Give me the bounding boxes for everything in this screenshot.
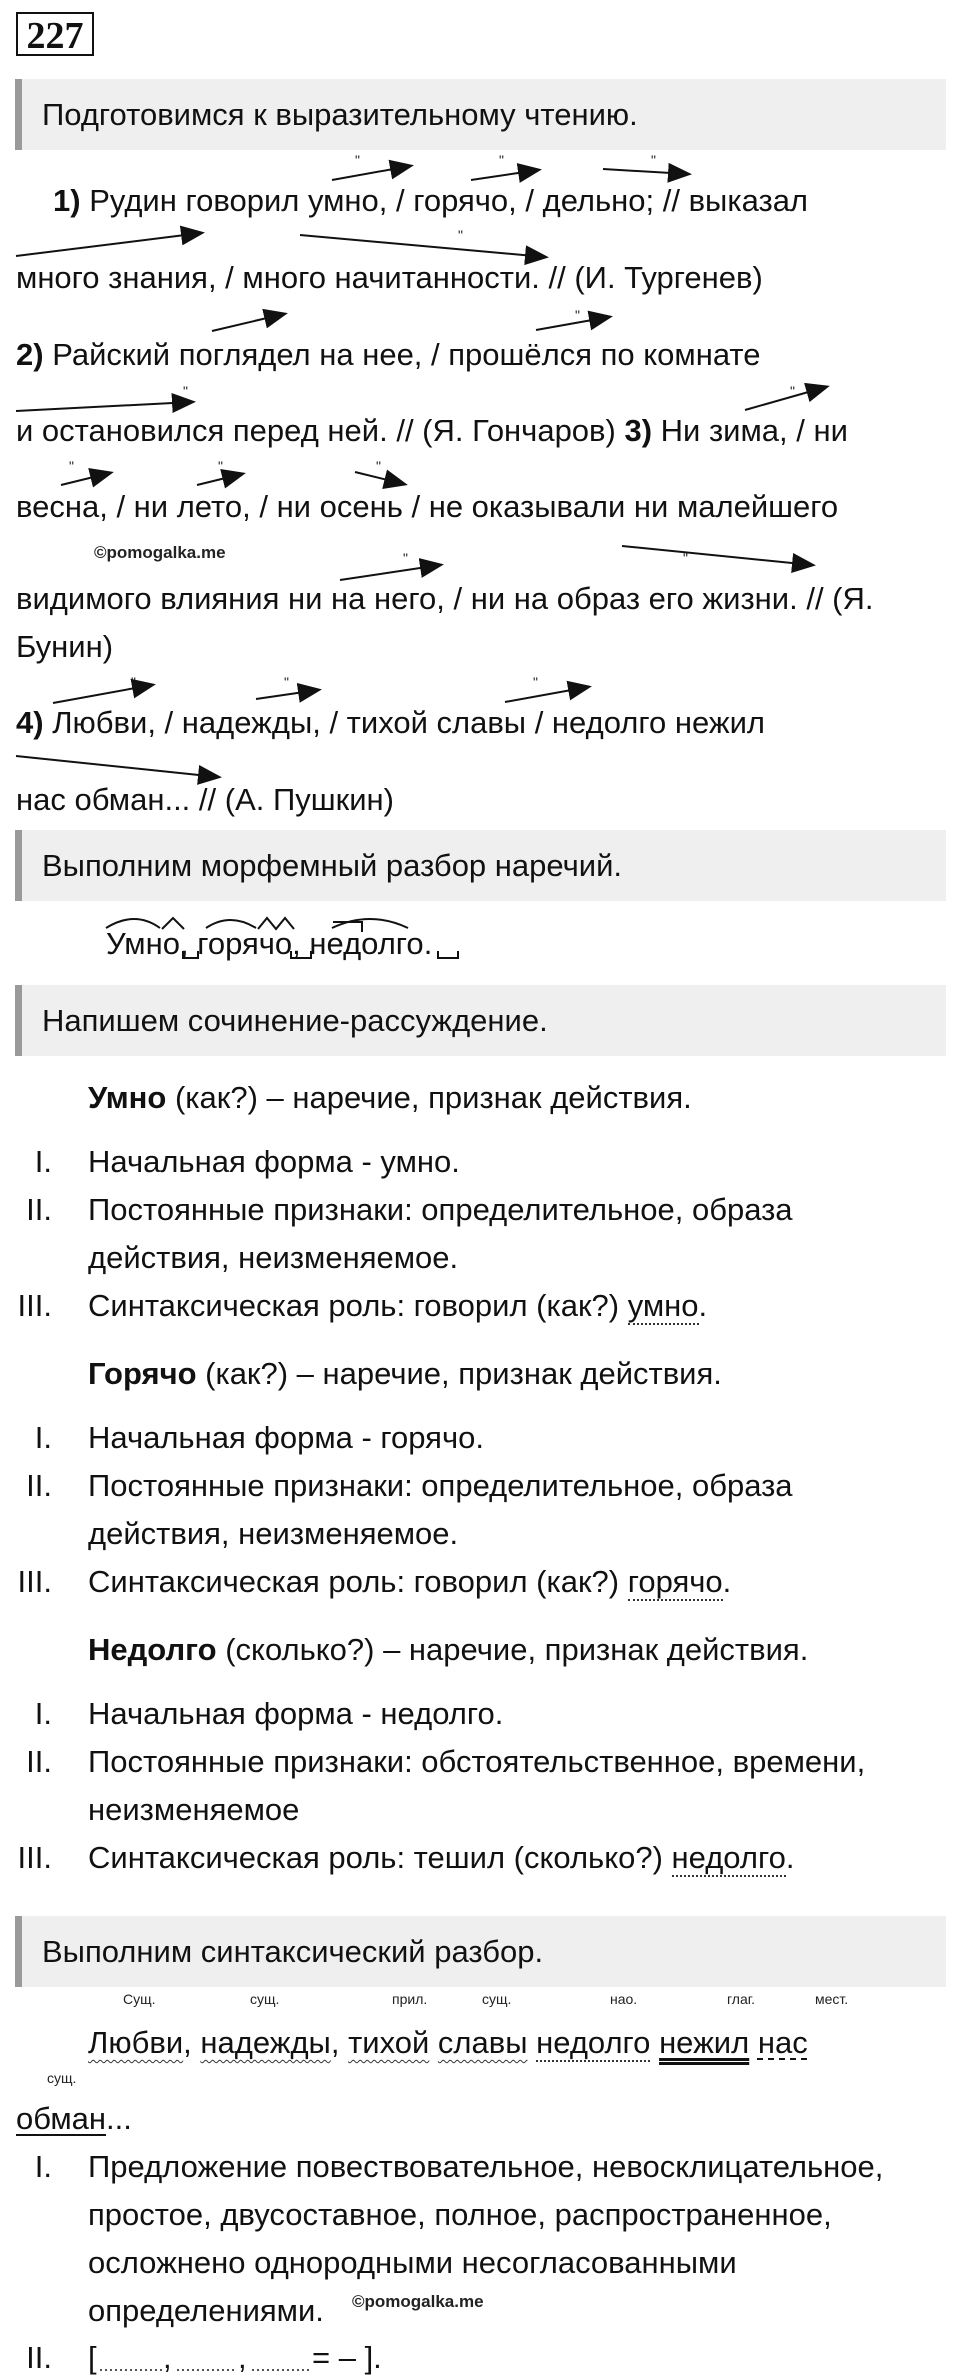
sentence-scheme-comma: ,: [163, 2340, 172, 2375]
reading-text: Ни зима, / ни: [652, 413, 848, 448]
pos-label: прил.: [392, 1991, 428, 2007]
reading-line-9: нас обман... // (А. Пушкин): [16, 782, 394, 817]
arrow: [332, 166, 410, 180]
list-text: .: [698, 1288, 708, 1323]
stress-mark: ": [790, 383, 795, 399]
list-item: Начальная форма - умно.: [88, 1144, 460, 1179]
roman-numeral: III.: [17, 1564, 52, 1599]
separator: ,: [179, 926, 198, 961]
arrow: [622, 546, 812, 565]
stress-mark: ": [575, 307, 580, 323]
definition-word: тихой: [348, 2025, 430, 2060]
stress-mark: ": [69, 458, 74, 474]
essay-heading-umno: [88, 1078, 692, 1118]
separator: [650, 2025, 659, 2060]
reading-line-2: много знания, / много начитанности. // (И. Тургенев): [16, 260, 763, 295]
list-text: Синтаксическая роль: говорил (как?): [88, 1564, 628, 1599]
roman-numeral: I.: [34, 1696, 52, 1731]
arrow: [197, 474, 242, 485]
stress-mark: ": [651, 152, 656, 168]
roman-numeral: II.: [26, 2340, 52, 2375]
stress-mark: ": [183, 383, 188, 399]
definition-word: надежды: [200, 2025, 331, 2060]
list-item: Начальная форма - горячо.: [88, 1420, 484, 1455]
reading-line-7: Бунин): [16, 629, 114, 664]
section-header-morpheme: Выполним морфемный разбор наречий.: [15, 830, 946, 901]
morpheme-word: недолго: [309, 926, 424, 961]
pos-label: мест.: [815, 1991, 849, 2007]
stress-mark: ": [355, 152, 360, 168]
adverb-word: Умно: [88, 1080, 167, 1115]
arrow: [16, 402, 192, 411]
list-text: Синтаксическая роль: тешил (сколько?): [88, 1840, 672, 1875]
roman-numeral: I.: [34, 1144, 52, 1179]
circumstance-word: недолго: [536, 2025, 651, 2060]
stress-mark: ": [218, 458, 223, 474]
roman-numeral: II.: [26, 1744, 52, 1779]
list-text: .: [785, 1840, 795, 1875]
arrow: [61, 473, 110, 485]
adverb-circumstance: умно: [627, 1288, 699, 1323]
morpheme-words: [106, 924, 432, 964]
list-item: [88, 1838, 794, 1878]
watermark: ©pomogalka.me: [94, 543, 226, 562]
roman-numeral: II.: [26, 1192, 52, 1227]
syntax-description: Предложение повествовательное, невосклицательное,: [88, 2149, 884, 2184]
sentence-scheme-end: = – ].: [312, 2340, 382, 2375]
roman-numeral: I.: [34, 2149, 52, 2184]
task-number: 227: [16, 12, 94, 56]
definition-word: Любви: [88, 2025, 184, 2060]
list-item: Начальная форма - недолго.: [88, 1696, 504, 1731]
reading-text: Райский поглядел на нее, / прошёлся по комнате: [43, 337, 761, 372]
arrow: [536, 317, 609, 330]
pos-label: нао.: [610, 1991, 638, 2007]
roman-numeral: I.: [34, 1420, 52, 1455]
ending-box: [438, 951, 458, 958]
list-item-continued: неизменяемое: [88, 1792, 300, 1827]
arrow: [212, 314, 284, 331]
pos-label: сущ.: [250, 1991, 280, 2007]
separator: ,: [330, 2025, 349, 2060]
heading-text: (как?) – наречие, признак действия.: [196, 1356, 722, 1391]
adverb-word: Недолго: [88, 1632, 217, 1667]
sentence-number: 2): [16, 337, 44, 372]
stress-mark: ": [683, 550, 688, 566]
stress-mark: ": [376, 458, 381, 474]
morpheme-word: Умно: [106, 926, 180, 961]
list-text: .: [722, 1564, 732, 1599]
list-item: Постоянные признаки: определительное, образа: [88, 1192, 793, 1227]
separator: ,: [183, 2025, 201, 2060]
watermark: ©pomogalka.me: [352, 2292, 484, 2311]
separator: .: [423, 926, 433, 961]
stress-mark: ": [499, 152, 504, 168]
reading-text: и остановился перед ней. // (Я. Гончаров): [16, 413, 625, 448]
arrow: [16, 233, 201, 256]
roman-numeral: II.: [26, 1468, 52, 1503]
reading-text: Любви, / надежды, / тихой славы / недолго нежил: [43, 705, 765, 740]
subject-word: обман: [16, 2101, 106, 2136]
separator: ...: [106, 2101, 132, 2136]
stress-mark: ": [533, 674, 538, 690]
sentence-number: 4): [16, 705, 44, 740]
list-item-continued: действия, неизменяемое.: [88, 1240, 459, 1275]
adverb-circumstance: горячо: [627, 1564, 723, 1599]
sentence-scheme-open: [: [88, 2340, 97, 2375]
section-header-essay: Напишем сочинение-рассуждение.: [15, 985, 946, 1056]
pos-label: Сущ.: [123, 1991, 156, 2007]
reading-line-6: видимого влияния ни на него, / ни на образ его жизни. // (Я.: [16, 581, 874, 616]
arrow: [300, 235, 545, 257]
pos-label: глаг.: [727, 1991, 756, 2007]
object-word: нас: [757, 2025, 808, 2060]
separator: [749, 2025, 758, 2060]
stress-mark: ": [264, 307, 269, 323]
syntax-description: определениями.: [88, 2293, 324, 2328]
list-item: [88, 1286, 707, 1326]
stress-mark: ": [403, 550, 408, 566]
arrow: [745, 387, 826, 410]
separator: ,: [292, 926, 310, 961]
roman-numeral: III.: [17, 1840, 52, 1875]
adverb-circumstance: недолго: [671, 1840, 786, 1875]
stress-mark: ": [188, 227, 193, 243]
syntax-sentence-line-1: [88, 2023, 808, 2063]
sentence-scheme-comma: ,: [238, 2340, 247, 2375]
arrow: [16, 756, 218, 777]
arrow: [340, 565, 440, 580]
pos-label: сущ.: [482, 1991, 512, 2007]
list-item-continued: действия, неизменяемое.: [88, 1516, 459, 1551]
arrow: [505, 687, 588, 702]
list-item: Постоянные признаки: обстоятельственное, времени,: [88, 1744, 866, 1779]
roman-numeral: III.: [17, 1288, 52, 1323]
arrow: [256, 690, 318, 699]
stress-mark: ": [284, 674, 289, 690]
section-header-syntax: Выполним синтаксический разбор.: [15, 1916, 946, 1987]
stress-mark: ": [131, 674, 136, 690]
sentence-number: 1): [53, 183, 81, 218]
predicate-word: нежил: [659, 2025, 750, 2060]
reading-text: Рудин говорил умно, / горячо, / дельно; // выказал: [80, 183, 809, 218]
essay-heading-goryacho: [88, 1354, 722, 1394]
stress-mark: ": [458, 227, 463, 243]
list-text: Синтаксическая роль: говорил (как?): [88, 1288, 628, 1323]
syntax-description: осложнено однородными несогласованными: [88, 2245, 737, 2280]
reading-line-5: весна, / ни лето, / ни осень / не оказывали ни малейшего: [16, 489, 839, 524]
syntax-description: простое, двусоставное, полное, распространенное,: [88, 2197, 832, 2232]
arrow: [53, 685, 152, 703]
morpheme-word: горячо: [197, 926, 293, 961]
arrow: [471, 170, 538, 180]
heading-text: (как?) – наречие, признак действия.: [166, 1080, 692, 1115]
section-header-expressive-reading: Подготовимся к выразительному чтению.: [15, 79, 946, 150]
definition-word: славы: [437, 2025, 528, 2060]
list-item: [88, 1562, 731, 1602]
essay-heading-nedolgo: [88, 1630, 808, 1670]
arrow: [603, 169, 688, 174]
arrow: [355, 472, 404, 484]
syntax-sentence-line-2: [16, 2099, 132, 2139]
heading-text: (сколько?) – наречие, признак действия.: [216, 1632, 809, 1667]
list-item: Постоянные признаки: определительное, образа: [88, 1468, 793, 1503]
sentence-number: 3): [624, 413, 653, 448]
separator: [429, 2025, 438, 2060]
adverb-word: Горячо: [88, 1356, 197, 1391]
pos-label: сущ.: [47, 2070, 77, 2086]
separator: [528, 2025, 537, 2060]
